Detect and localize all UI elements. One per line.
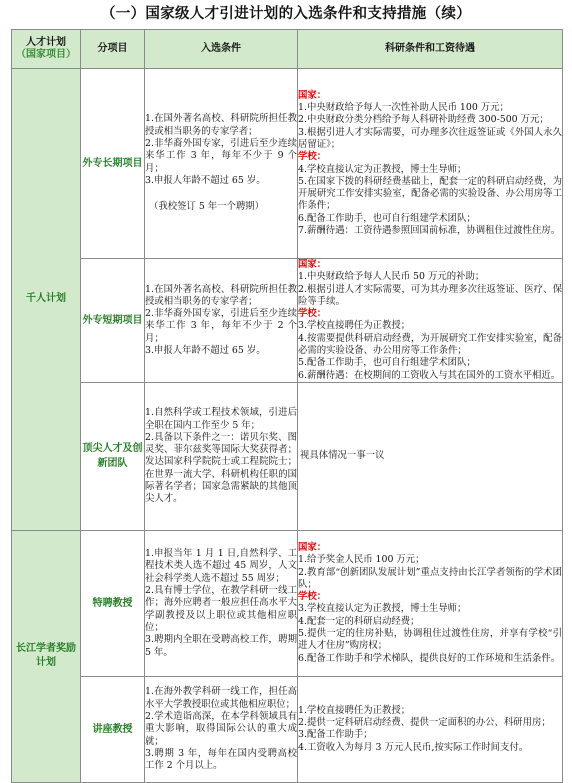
condition-item: 2.具备以下条件之一：诺贝尔奖、图灵奖、菲尔兹奖等国际大奖获得者；发达国家科学院院士或工程院院士；在世界一流大学、科研机构任职的国际著名学者；国家急需紧缺的其他顶尖人才。 [145,431,297,505]
condition-item: 1.自然科学或工程技术领域，引进后全职在国内工作至少 5 年； [145,407,297,431]
national-heading: 国家： [298,259,327,270]
condition-item: 1.申报当年 1 月 1 日,自然科学、工程技术类人选不超过 45 周岁，人文社会科学类人选不超过 55 周岁； [145,548,297,584]
support-item: 4.配套一定的科研启动经费； [298,615,420,627]
condition-item: 3.聘期内全职在受聘高校工作，聘期 5 年。 [145,634,297,658]
plan-changjiang: 长江学者奖励计划 [12,530,81,782]
support-item: 2.教育部“创新团队发展计划”重点支持由长江学者领衔的学术团队； [298,566,562,590]
support-item: 3.根据引进人才实际需要，可办理多次往返签证或《外国人永久居留证》； [298,126,562,150]
contract-note: （我校签订 5 年一个聘期） [149,201,265,213]
plan-qianren: 千人计划 [12,69,81,531]
header-plan-line2: （国家项目） [16,49,76,60]
condition-item: 1.在国外著名高校、科研院所担任教授或相当职务的专家学者； [145,283,297,307]
case-by-case-text: 视具体情况一事一议 [300,450,385,462]
table-row [12,382,563,530]
support-item: 5.在国家下拨的科研经费基础上，配套一定的科研启动经费，为开展研究工作安排实验室，配备必需的实验设备、办公用房等工作条件； [298,175,562,212]
condition-item: 1.在国外著名高校、科研院所担任教授或相当职务的专家学者； [145,113,297,137]
support-top-talent [298,382,563,530]
support-item: 1.学校直接聘任为正教授； [298,704,411,716]
support-item: 2.提供一定科研启动经费、提供一定面积的办公、科研用房； [298,717,551,729]
condition-item: 2.具有博士学位，在教学科研一线工作；海外应聘者一般应担任高水平大学副教授及以上职位或其他相应职位； [145,585,297,633]
conditions-short-term [145,259,298,383]
support-item: 4.学校直接认定为正教授，博士生导师； [298,163,467,175]
support-item: 1.给予奖金人民币 100 万元； [298,554,425,566]
conditions-distinguished-professor [145,530,298,676]
subproject-long-term: 外专长期项目 [81,69,145,259]
support-item: 2.中央财政分类分档给予每人科研补助经费 300-500 万元； [298,114,549,126]
school-heading: 学校： [298,151,327,163]
condition-item: 2.非华裔外国专家，引进后至少连续来华工作 3 年，每年不少于 2 个月； [145,308,297,344]
national-heading: 国家： [298,89,327,101]
support-item: 4.工资收入为每月 3 万元人民币,按实际工作时间支付。 [298,741,529,753]
support-item: 6.配备工作助手，也可自行组建学术团队； [298,212,476,224]
support-item: 5.配备工作助手，也可自行组建学术团队； [298,357,476,369]
header-plan-line1: 人才计划 [26,36,66,48]
support-distinguished-professor [298,530,563,676]
conditions-top-talent [145,382,298,530]
support-item: 3.学校直接聘任为正教授； [298,320,411,332]
condition-item: 3.申报人年龄不超过 65 岁。 [145,174,266,186]
table-row [12,530,563,676]
table-row [12,259,563,383]
subproject-chair-professor: 讲座教授 [81,676,145,782]
condition-item: 1.在海外教学科研一线工作，担任高水平大学教授职位或其他相应职位； [145,686,297,710]
national-heading: 国家： [298,541,327,553]
condition-item: 2.非华裔外国专家，引进后至少连续来华工作 3 年，每年不少于 9 个月； [145,138,297,174]
subproject-short-term: 外专短期项目 [81,259,145,383]
support-item: 3.学校直接认定为正教授，博士生导师； [298,603,467,615]
support-item: 4.按需要提供科研启动经费，为开展研究工作安排实验室，配备必需的实验设备、办公用房等工作条件； [298,332,562,357]
page-title: （一）国家级人才引进计划的入选条件和支持措施（续） [101,6,471,22]
support-chair-professor [298,676,563,782]
header-plan [12,30,81,69]
support-item: 1.中央财政给予每人人民币 50 万元的补助； [298,271,485,283]
header-conditions: 入选条件 [145,30,298,69]
table-header-row [12,30,563,69]
header-support: 科研条件和工资待遇 [298,30,563,69]
support-item: 1.中央财政给予每人一次性补助人民币 100 万元； [298,102,509,114]
support-item: 5.提供一定的住房补贴，协调租住过渡性住房，并享有学校“引进人才住房”购房权； [298,628,562,652]
support-long-term [298,69,563,259]
condition-item: 3.申报人年龄不超过 65 岁。 [145,345,266,357]
conditions-long-term [145,69,298,259]
subproject-distinguished-professor: 特聘教授 [81,530,145,676]
condition-item: 2.学术造诣高深，在本学科领域具有重大影响，取得国际公认的重大成就； [145,711,297,747]
support-item: 6.薪酬待遇：在校期间的工资收入与其在国外的工资水平相近。 [298,369,561,381]
table-row [12,69,563,259]
subproject-top-talent: 顶尖人才及创新团队 [81,382,145,530]
school-heading: 学校： [298,308,327,320]
school-heading: 学校： [298,591,327,603]
header-subproject: 分项目 [81,30,145,69]
support-item: 7.薪酬待遇：工资待遇参照回国前标准，协调租住过渡性住房。 [298,224,561,236]
talent-plan-table [11,29,563,783]
support-short-term [298,259,563,383]
support-item: 2.根据引进人才实际需要，可为其办理多次往返签证、医疗、保险等手续。 [298,283,562,307]
support-item: 3.配备工作助手； [298,729,373,741]
support-item: 6.配备工作助手和学术梯队，提供良好的工作环境和生活条件。 [298,652,561,664]
table-row [12,676,563,782]
condition-item: 3.聘期 3 年，每年在国内受聘高校工作 2 个月以上。 [145,747,297,772]
conditions-chair-professor [145,676,298,782]
